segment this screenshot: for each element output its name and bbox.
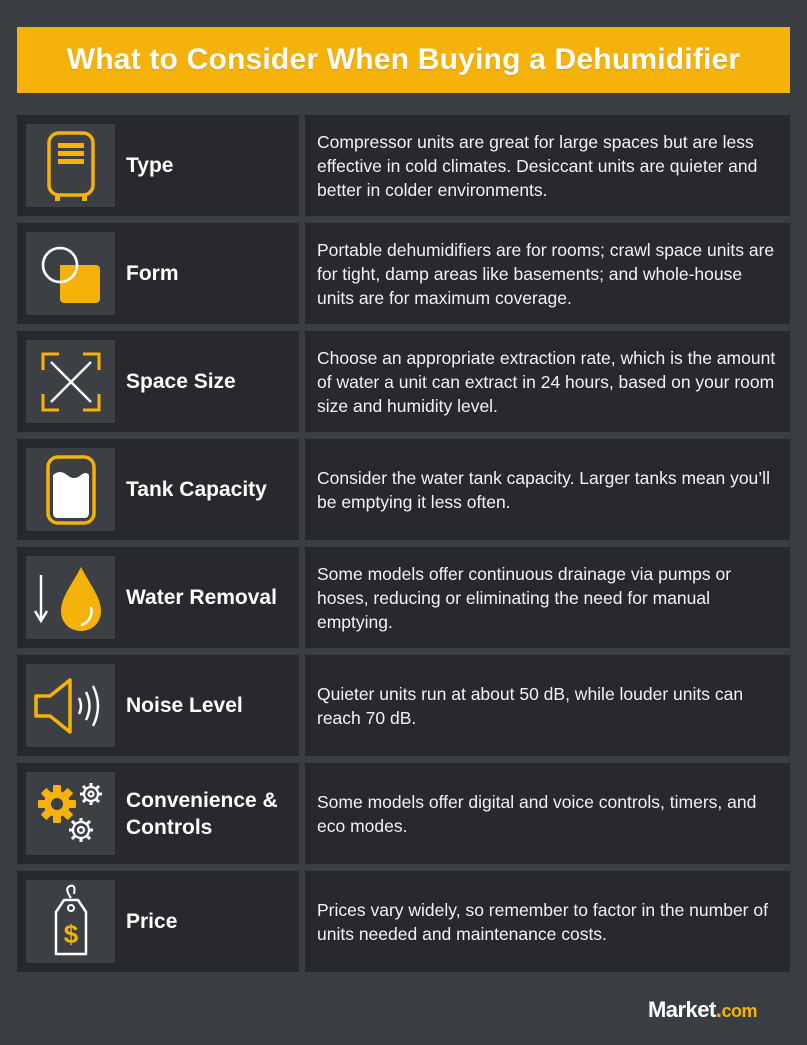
row-label: Tank Capacity	[126, 478, 267, 501]
water-tank-icon	[26, 448, 115, 531]
gears-icon	[26, 772, 115, 855]
row-label: Type	[126, 154, 174, 177]
row-description-cell	[305, 223, 790, 324]
row-description-cell	[305, 763, 790, 864]
list-item-price	[17, 871, 790, 972]
row-description-cell	[305, 547, 790, 648]
page-title: What to Consider When Buying a Dehumidifier	[66, 43, 741, 76]
brand-suffix: com	[721, 1001, 757, 1021]
row-label-cell	[17, 655, 299, 756]
speaker-icon	[26, 664, 115, 747]
row-label-cell	[17, 763, 299, 864]
row-label: Form	[126, 262, 179, 285]
row-description: Quieter units run at about 50 dB, while louder units can reach 70 dB.	[317, 683, 744, 728]
row-description: Consider the water tank capacity. Larger tanks mean you’ll be emptying it less often.	[317, 467, 770, 512]
list-item-tank-capacity	[17, 439, 790, 540]
row-description: Some models offer digital and voice controls, timers, and eco modes.	[317, 791, 757, 836]
list-item-form	[17, 223, 790, 324]
list-item-water-removal	[17, 547, 790, 648]
list-item-convenience-controls	[17, 763, 790, 864]
row-description: Compressor units are great for large spaces but are less effective in cold climates. Desiccant units are quieter and better in colder environments.	[317, 131, 758, 200]
row-description: Some models offer continuous drainage via pumps or hoses, reducing or eliminating the need for manual emptying.	[317, 563, 732, 632]
brand-dot: .	[715, 997, 722, 1022]
brand-logo	[648, 997, 757, 1023]
svg-text:$: $	[63, 918, 78, 949]
list-item-space-size	[17, 331, 790, 432]
row-label-cell	[17, 223, 299, 324]
list-item-type	[17, 115, 790, 216]
row-label-cell	[17, 331, 299, 432]
row-label-cell	[17, 439, 299, 540]
brand-name: Market	[647, 997, 716, 1022]
row-description: Portable dehumidifiers are for rooms; crawl space units are for tight, damp areas like basements; and whole-house units are for maximum coverage.	[317, 239, 775, 308]
row-label: Convenience & Controls	[126, 788, 278, 839]
price-tag-icon	[26, 880, 115, 963]
row-label-cell	[17, 871, 299, 972]
row-description-cell	[305, 439, 790, 540]
expand-arrows-icon	[26, 340, 115, 423]
row-label: Water Removal	[126, 586, 277, 609]
title-banner	[17, 27, 790, 93]
row-description-cell	[305, 871, 790, 972]
shapes-icon	[26, 232, 115, 315]
row-description: Prices vary widely, so remember to factor in the number of units needed and maintenance costs.	[317, 899, 768, 944]
water-drop-icon	[26, 556, 115, 639]
row-label: Noise Level	[126, 694, 243, 717]
dehumidifier-unit-icon	[26, 124, 115, 207]
row-description-cell	[305, 655, 790, 756]
row-label-cell	[17, 547, 299, 648]
row-label: Space Size	[126, 370, 236, 393]
row-description: Choose an appropriate extraction rate, which is the amount of water a unit can extract in 24 hours, based on your room size and humidity level.	[317, 347, 776, 416]
row-description-cell	[305, 115, 790, 216]
row-label-cell	[17, 115, 299, 216]
row-label: Price	[126, 910, 178, 933]
list-item-noise-level	[17, 655, 790, 756]
considerations-list	[17, 115, 790, 979]
row-description-cell	[305, 331, 790, 432]
